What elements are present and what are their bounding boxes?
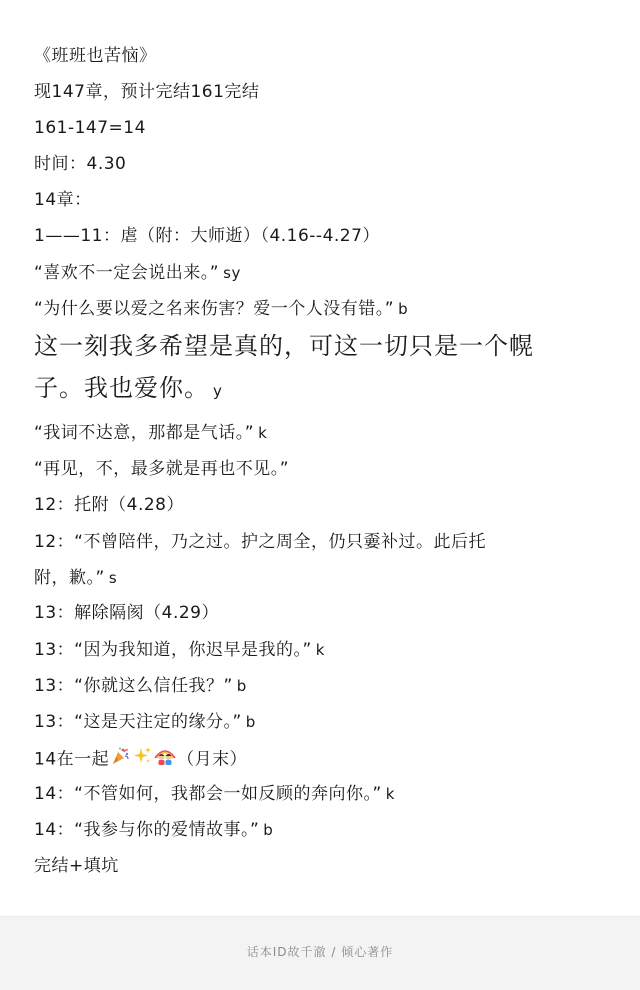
footer: [0, 916, 640, 990]
couple-icon: [154, 746, 176, 773]
footer-credit: 话本ID故千澈 / 倾心著作: [246, 945, 394, 959]
quote-tag: s: [108, 569, 118, 587]
note-line: 13：解除隔阂（4.29）: [34, 603, 219, 623]
quote-line: [34, 782, 395, 806]
quote-tag: b: [236, 677, 247, 695]
quote-text: 子。我也爱你。: [34, 374, 209, 402]
quote-line: [34, 674, 247, 698]
note-line: 现147章，预计完结161完结: [34, 82, 260, 102]
quote-tag: k: [315, 641, 325, 659]
quote-line: “再见，不，最多就是再也不见。”: [34, 459, 290, 479]
quote-tag: sy: [223, 264, 241, 282]
quote-line: [34, 638, 325, 662]
quote-text: “为什么要以爱之名来伤害？爱一个人没有错。”: [34, 299, 395, 319]
quote-tag: k: [258, 424, 268, 442]
note-line: [34, 746, 247, 773]
quote-text: “我词不达意，那都是气话。”: [34, 423, 255, 443]
quote-tag: b: [398, 300, 409, 318]
note-line: 完结+填坑: [34, 856, 119, 876]
quote-line: [34, 818, 273, 842]
quote-text: 14：“我参与你的爱情故事。”: [34, 820, 260, 840]
quote-text: 附，歉。”: [34, 568, 105, 588]
quote-line: [34, 710, 256, 734]
quote-line: [34, 261, 241, 285]
note-title: 《班班也苦恼》: [34, 46, 157, 66]
note-line: 14章：: [34, 190, 92, 210]
note-text: （月末）: [177, 749, 248, 770]
quote-tag: b: [245, 713, 256, 731]
quote-text: 14：“不管如何，我都会一如反顾的奔向你。”: [34, 784, 382, 804]
quote-text: “喜欢不一定会说出来。”: [34, 263, 220, 283]
note-line: 时间：4.30: [34, 154, 127, 174]
quote-tag: y: [213, 382, 223, 400]
quote-text: 13：“你就这么信任我？”: [34, 676, 233, 696]
quote-text: 13：“这是天注定的缘分。”: [34, 712, 242, 732]
quote-line-large: 这一刻我多希望是真的，可这一切只是一个幌: [34, 332, 534, 360]
quote-line: [34, 421, 267, 445]
quote-tag: b: [263, 821, 274, 839]
note-text: 14在一起: [34, 749, 110, 770]
note-line: 1——11：虐（附：大师逝）（4.16--4.27）: [34, 226, 380, 246]
note-line: 161-147=14: [34, 118, 146, 138]
quote-line: 12：“不曾陪伴，乃之过。护之周全，仍只嫑补过。此后托: [34, 532, 486, 552]
quote-line-large: [34, 372, 223, 407]
quote-text: 13：“因为我知道，你迟早是我的。”: [34, 640, 312, 660]
quote-line: [34, 566, 117, 590]
party-popper-icon: [110, 746, 130, 773]
note-line: 12：托附（4.28）: [34, 495, 184, 515]
quote-line: [34, 297, 408, 321]
quote-tag: k: [385, 785, 395, 803]
sparkles-icon: [132, 746, 152, 773]
